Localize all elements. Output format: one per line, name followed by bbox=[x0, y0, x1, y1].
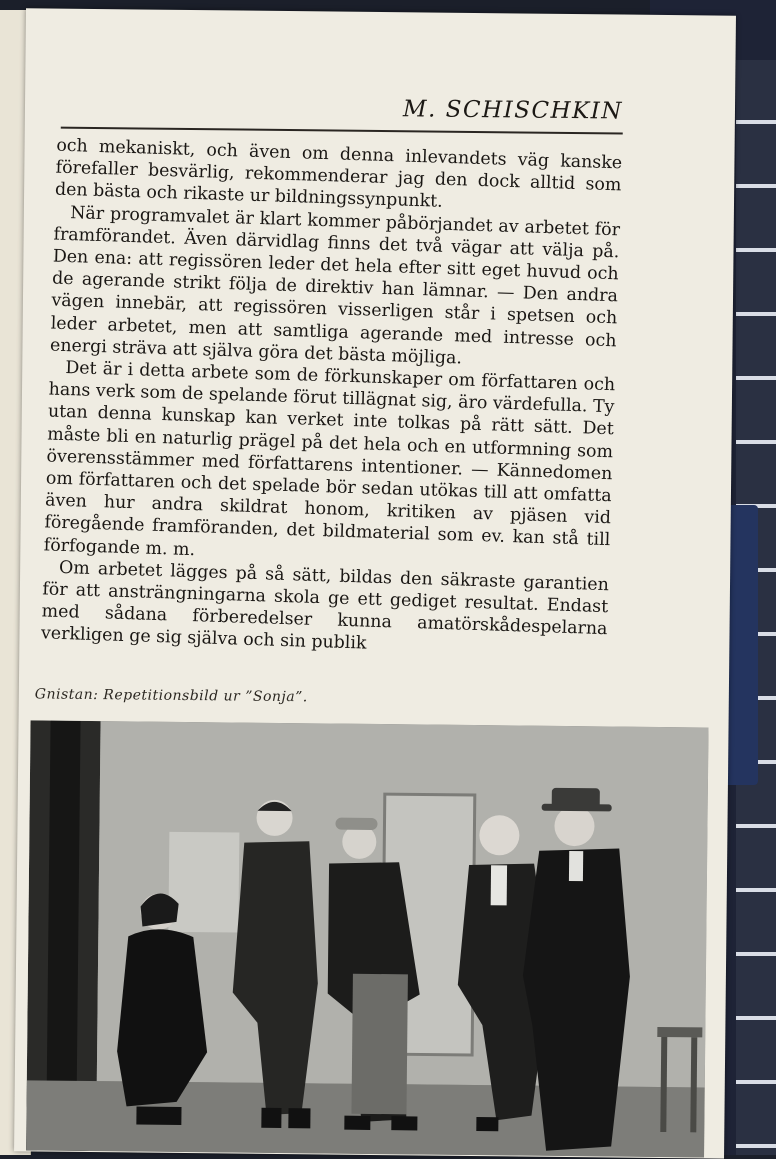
rehearsal-photo bbox=[26, 720, 708, 1157]
paragraph: Om arbetet lägges på så sätt, bildas den säkraste garantien för att ansträngningarna skola ge ett gediget resultat. Endast med sådana förberedelser kunna amatörskådespelarna verkligen ge sig själva och sin publik bbox=[40, 557, 610, 655]
body-text bbox=[41, 135, 623, 663]
running-header bbox=[61, 91, 623, 135]
paragraph: När programvalet är klart kommer påbörjandet av arbetet för framförandet. Även därvidlag finns det två vägar att välja på. Den ena: att regissören leder det hela efter sitt eget huvud och de agerande strikt följa de direktiv han lämnar. — Den andra vägen innebär, att regissören visserligen står i spetsen och leder arbetet, men att samtliga agerande med intresse och energi sträva att själva göra det bästa möjliga. bbox=[49, 202, 621, 369]
author-name: M. SCHISCHKIN bbox=[402, 96, 624, 125]
book-page bbox=[14, 8, 736, 1158]
photo-caption: Gnistan: Repetitionsbild ur ”Sonja”. bbox=[34, 686, 308, 706]
paragraph: och mekaniskt, och även om denna inlevandets väg kanske förefaller besvärlig, rekommenderar jag den dock alltid som den bästa och rikaste ur bildningssynpunkt. bbox=[54, 135, 623, 213]
paragraph: Det är i detta arbete som de förkunskaper om författaren och hans verk som de spelande förut tillägnat sig, äro värdefulla. Ty utan denna kunskap kan verket inte tolkas på rätt sätt. Det måste bli en naturlig prägel på det hela och en utformning som överensstämmer med författarens intentioner. — Kännedomen om författaren och det spelade bör sedan utökas till att omfatta även hur andra skildrat honom, kritiken av pjäsen vid föregående framföranden, det bildmaterial som ev. kan stå till förfogande m. m. bbox=[43, 358, 616, 560]
